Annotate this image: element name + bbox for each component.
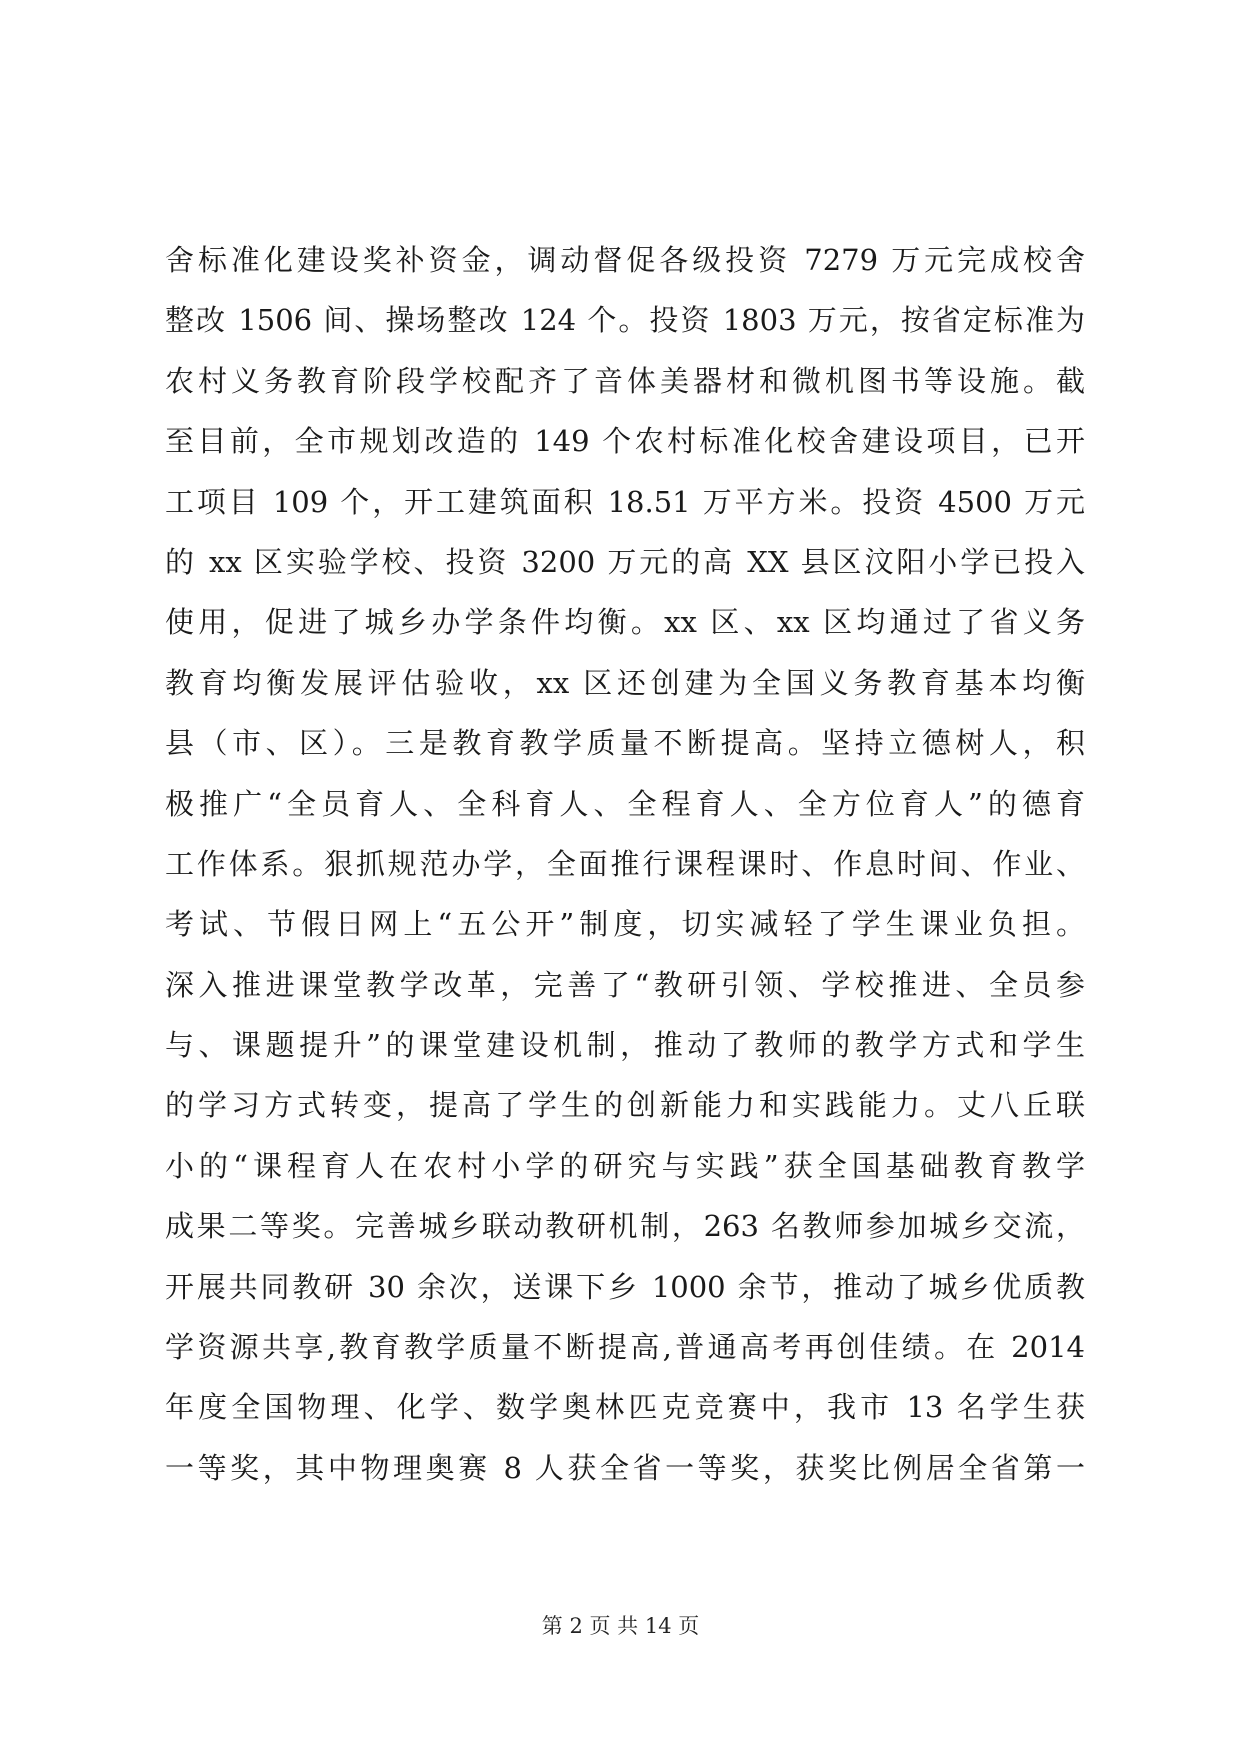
text-line: 的学习方式转变，提高了学生的创新能力和实践能力。丈八丘联 [165,1088,1085,1123]
text-line: 年度全国物理、化学、数学奥林匹克竞赛中，我市 13 名学生获 [165,1390,1085,1425]
text-line: 开展共同教研 30 余次，送课下乡 1000 余节，推动了城乡优质教 [165,1269,1085,1304]
text-line: 小的“课程育人在农村小学的研究与实践”获全国基础教育教学 [165,1148,1085,1183]
text-line: 与、课题提升”的课堂建设机制，推动了教师的教学方式和学生 [165,1028,1085,1063]
text-line: 成果二等奖。完善城乡联动教研机制，263 名教师参加城乡交流， [165,1209,1085,1244]
text-line: 整改 1506 间、操场整改 124 个。投资 1803 万元，按省定标准为 [165,303,1085,338]
text-line: 考试、节假日网上“五公开”制度，切实减轻了学生课业负担。 [165,907,1085,942]
text-line: 一等奖，其中物理奥赛 8 人获全省一等奖，获奖比例居全省第一 [165,1450,1085,1485]
text-line: 的 xx 区实验学校、投资 3200 万元的高 XX 县区汶阳小学已投入 [165,544,1085,579]
text-line: 教育均衡发展评估验收，xx 区还创建为全国义务教育基本均衡 [165,665,1085,700]
text-line: 深入推进课堂教学改革，完善了“教研引领、学校推进、全员参 [165,967,1085,1002]
page-number-footer: 第 2 页 共 14 页 [541,1614,700,1638]
text-line: 工项目 109 个，开工建筑面积 18.51 万平方米。投资 4500 万元 [165,484,1085,519]
text-line: 极推广“全员育人、全科育人、全程育人、全方位育人”的德育 [165,786,1085,821]
text-line: 工作体系。狠抓规范办学，全面推行课程课时、作息时间、作业、 [165,846,1085,881]
text-line: 舍标准化建设奖补资金，调动督促各级投资 7279 万元完成校舍 [165,243,1085,277]
body-paragraph [165,230,1085,1498]
text-line: 至目前，全市规划改造的 149 个农村标准化校舍建设项目，已开 [165,424,1085,459]
text-line: 使用，促进了城乡办学条件均衡。xx 区、xx 区均通过了省义务 [165,605,1085,640]
text-line: 县（市、区）。三是教育教学质量不断提高。坚持立德树人，积 [165,726,1085,761]
text-line: 学资源共享,教育教学质量不断提高,普通高考再创佳绩。在 2014 [165,1330,1085,1365]
text-line: 农村义务教育阶段学校配齐了音体美器材和微机图书等设施。截 [165,363,1085,398]
